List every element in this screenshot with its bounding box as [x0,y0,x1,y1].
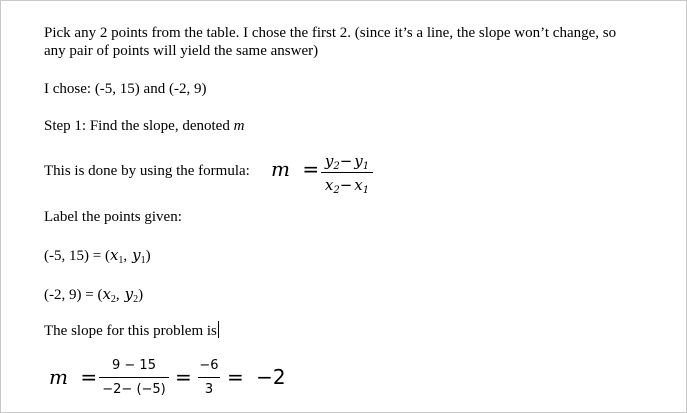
calc-fraction-1 [99,358,169,398]
calc-fraction-2 [198,358,220,398]
formula-fraction-bar [321,172,373,173]
calc-frac2-bar [198,377,220,378]
slope-formula-fraction [321,152,373,194]
calc-eq1: = [80,365,98,389]
formula-text: This is done by using the formula: [44,163,250,179]
formula-numerator: $y_2- y_1$ [324,152,370,172]
point1-label: (-5, $15) = (x_1$, $y_1$) [44,246,151,266]
formula-intro [44,163,250,180]
slope-sentence[interactable]: The slope for this problem is [44,323,217,339]
calc-frac1-numerator: 9 − 15 [112,358,156,373]
formula-eq: = [302,157,320,181]
calc-frac1-bar [99,377,169,378]
calc-frac1-denominator: −2− (−5) [102,382,166,397]
step1-text: Step 1: Find the slope, denoted [44,118,234,134]
calc-result-group [227,365,286,389]
formula-m: m [271,157,290,181]
calc-frac2-denominator: 3 [204,382,214,397]
formula-denominator: $x_2- x_1$ [324,176,370,196]
calc-result: −2 [256,365,286,389]
step1-var: m [233,118,245,134]
label-heading: Label the points given: [44,209,182,225]
intro-line-1: Pick any 2 points from the table. I chose the first 2. (since it’s a line, the slope won’t change, so [44,25,617,41]
step1-heading [44,118,244,135]
intro-line-2: any pair of points will yield the same answer) [44,43,319,59]
calc-lhs [49,365,97,389]
text-cursor [218,321,219,338]
calc-eq3: = [227,365,244,389]
formula-lhs [271,157,319,181]
point2-label: (-2, $9) = (x_2$, $y_2$) [44,285,144,305]
calc-frac2-numerator: −6 [199,358,219,373]
chosen-points: I chose: (-5, 15) and (-2, 9) [44,81,207,97]
calc-m: m [49,365,68,389]
calc-eq2: = [175,365,192,389]
